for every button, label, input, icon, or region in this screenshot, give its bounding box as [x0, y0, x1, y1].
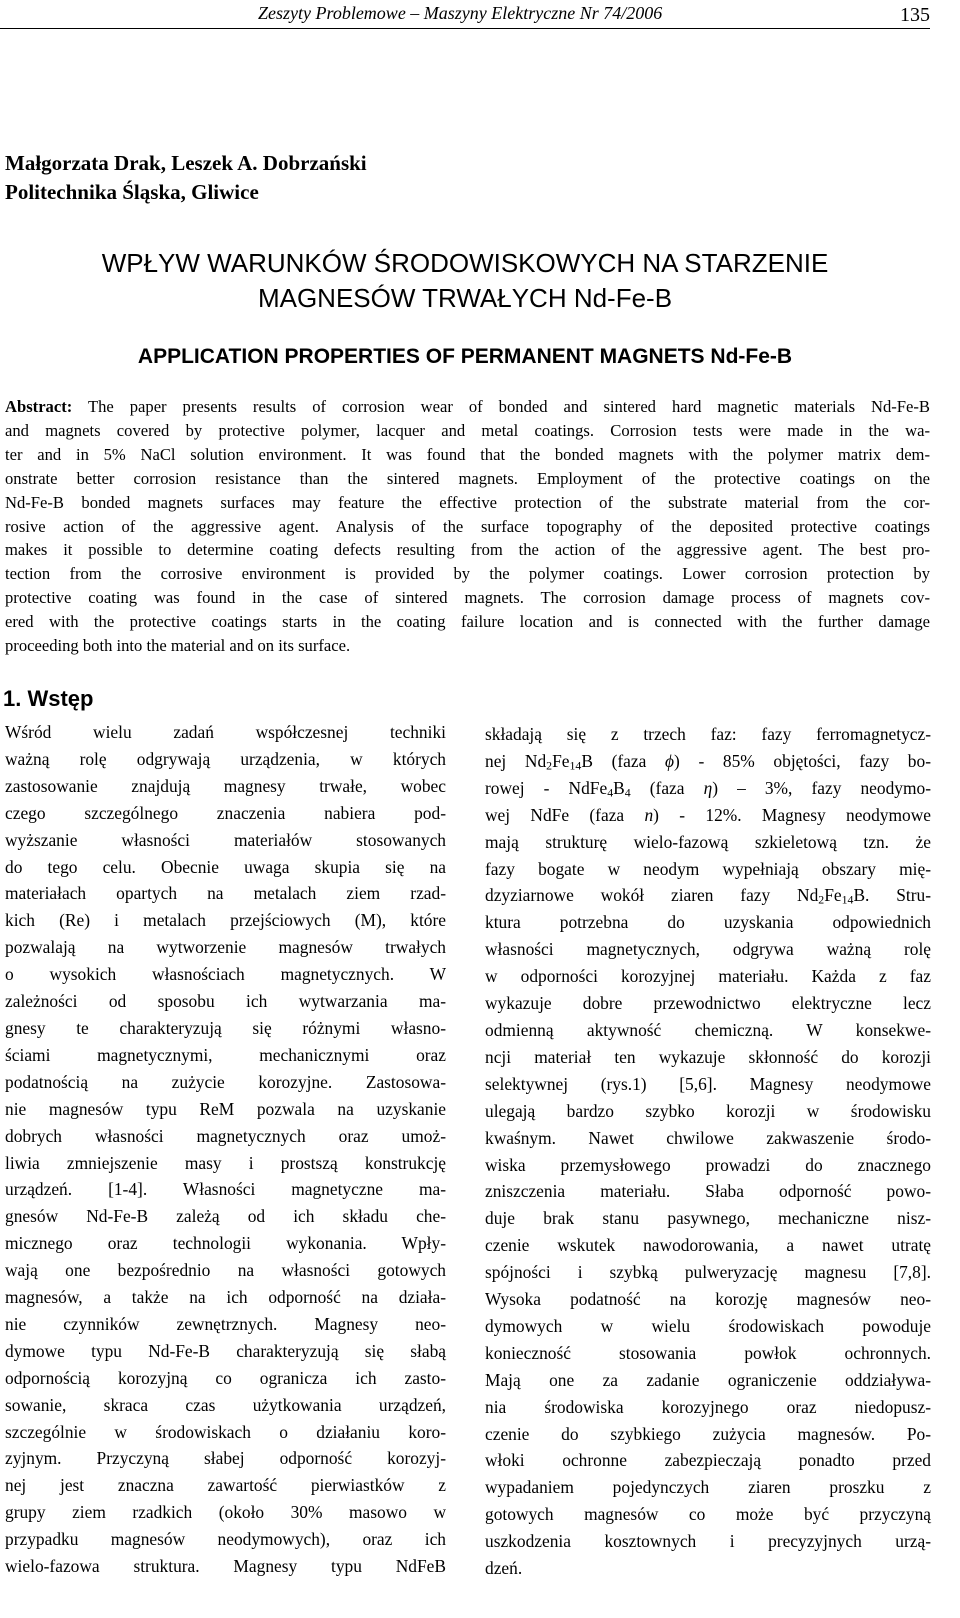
- body-line: wykazuje dobre przewodnictwo elektryczne lecz: [485, 993, 931, 1014]
- body-line: nie czynników zewnętrznych. Magnesy neo-: [5, 1313, 446, 1334]
- abstract-line: tection from the corrosive environment is provided by the polymer coatings. Lower corrosion protection by: [5, 564, 930, 584]
- body-line: ściami magnetycznymi, mechanicznymi oraz: [5, 1044, 446, 1065]
- body-line: własności magnetycznych, odgrywa ważną rolę: [485, 939, 931, 960]
- body-line: gnesy te charakteryzują się różnymi własno-: [5, 1017, 446, 1038]
- phase-symbol: η: [703, 777, 713, 798]
- abstract-line: ered with the protective coatings starts in the coating failure location and is connected with the further damage: [5, 612, 930, 632]
- abstract-line: proceeding both into the material and on its surface.: [5, 636, 351, 656]
- body-column-right: [485, 721, 931, 1582]
- body-line: gnesów Nd-Fe-B zależą od ich składu che-: [5, 1206, 446, 1227]
- body-line: grupy ziem rzadkich (około 30% masowo w: [5, 1502, 446, 1523]
- abstract-label: Abstract:: [5, 397, 73, 416]
- body-line: zależności od sposobu ich wytwarzania ma-: [5, 991, 446, 1012]
- body-line: liwia zmniejszenie masy i prostszą konstrukcję: [5, 1152, 446, 1173]
- abstract-line: rosive action of the aggressive agent. Analysis of the surface topography of the deposited protective coatings: [5, 516, 930, 536]
- body-line: dzeń.: [485, 1558, 523, 1579]
- body-line: zastosowanie znajdują magnesy trwałe, wobec: [5, 775, 446, 796]
- header-rule: [0, 28, 930, 29]
- paper-title-english: APPLICATION PROPERTIES OF PERMANENT MAGNETS Nd-Fe-B: [137, 345, 793, 368]
- body-line: gotowych magnesów co może być przyczyną: [485, 1504, 931, 1525]
- title-line: WPŁYW WARUNKÓW ŚRODOWISKOWYCH NA STARZENIE: [101, 248, 829, 278]
- body-line: materiałach opartych na metalach ziem rzad-: [5, 883, 446, 904]
- body-line: przypadku magnesów neodymowych), oraz ich: [5, 1529, 446, 1550]
- body-line: nej $Nd_2Fe_{14}B$ (faza ϕ) - 85% objętości, fazy bo-: [485, 750, 931, 773]
- body-line: Wysoka podatność na korozję magnesów neo-: [485, 1289, 931, 1310]
- body-line: czenie do szybkiego zużycia magnesów. Po-: [485, 1423, 931, 1444]
- body-line: rowej - $NdFe_4B_4$ (faza η) – 3%, fazy neodymo-: [485, 777, 931, 800]
- abstract-line: and magnets covered by protective polymer, lacquer and metal coatings. Corrosion tests were made in the wa-: [5, 420, 930, 440]
- body-line: uszkodzenia kosztownych i precyzyjnych urzą-: [485, 1531, 931, 1552]
- body-line: czego szczególnego znaczenia nabiera pod-: [5, 802, 446, 823]
- title-line: MAGNESÓW TRWAŁYCH Nd-Fe-B: [257, 283, 673, 313]
- body-line: nej jest znaczna zawartość pierwiastków z: [5, 1475, 446, 1496]
- abstract-line: ter and in 5% NaCl solution environment. It was found that the bonded magnets with the polymer matrix dem-: [5, 444, 930, 464]
- body-column-left: [5, 719, 446, 1580]
- abstract-line: onstrate better corrosion resistance than the sintered magnets. Employment of the protective coatings on the: [5, 468, 930, 488]
- abstract-text: The paper presents results of corrosion wear of bonded and sintered hard magnetic materials Nd-Fe-B: [72, 397, 930, 416]
- body-line: do tego celu. Obecnie uwaga skupia się na: [5, 856, 446, 877]
- abstract-line: makes it possible to determine coating defects resulting from the action of the aggressive agent. The best pro-: [5, 540, 930, 560]
- author-affiliation: Politechnika Śląska, Gliwice: [5, 180, 259, 204]
- page-header: [0, 0, 960, 28]
- body-line: szczególnie w środowiskach o działaniu koro-: [5, 1421, 446, 1442]
- body-line: ktura potrzebna do uzyskania odpowiednich: [485, 912, 931, 933]
- body-line: odmienną aktywność chemiczną. W konsekwe-: [485, 1019, 931, 1040]
- body-line: selektywnej (rys.1) [5,6]. Magnesy neodymowe: [485, 1073, 931, 1094]
- body-line: wiska przemysłowego prowadzi do znacznego: [485, 1154, 931, 1175]
- page-number: 135: [900, 4, 930, 26]
- body-line: fazy bogate w neodym wypełniają obszary mię-: [485, 858, 931, 879]
- body-line: sowanie, skraca czas użytkowania urządzeń,: [5, 1394, 446, 1415]
- body-line: włoki ochronne zabezpieczają ponadto przed: [485, 1450, 931, 1471]
- body-line: Mają one za zadanie ograniczenie oddziaływa-: [485, 1369, 931, 1390]
- body-line: wyższanie własności materiałów stosowanych: [5, 829, 446, 850]
- body-line: kich (Re) i metalach przejściowych (M), które: [5, 910, 446, 931]
- body-line: zyjnym. Przyczyną słabej odporność korozyj-: [5, 1448, 446, 1469]
- author-block: [5, 149, 367, 207]
- abstract-line: protective coating was found in the case of sintered magnets. The corrosion damage process of magnets cov-: [5, 588, 930, 608]
- paper-title-polish: [0, 246, 930, 316]
- journal-title: Zeszyty Problemowe – Maszyny Elektryczne Nr 74/2006: [258, 3, 663, 23]
- body-line: dobrych własności magnetycznych oraz umoż-: [5, 1125, 446, 1146]
- body-line: ważną rolę odgrywają urządzenia, w których: [5, 748, 446, 769]
- body-line: odpornością korozyjną co ogranicza ich zasto-: [5, 1367, 446, 1388]
- body-line: mają strukturę wielo-fazową szkieletową tzn. że: [485, 831, 931, 852]
- abstract-line: [5, 395, 930, 419]
- abstract-line: Nd-Fe-B bonded magnets surfaces may feature the effective protection of the substrate material from the cor-: [5, 492, 930, 512]
- body-line: dymowych w wielu środowiskach powoduje: [485, 1315, 931, 1336]
- body-line: dzyziarnowe wokół ziaren fazy $Nd_2Fe_{14}B$. Stru-: [485, 885, 932, 908]
- body-line: wielo-fazowa struktura. Magnesy typu NdFeB: [5, 1556, 446, 1577]
- body-line: konieczność stosowania powłok ochronnych.: [485, 1342, 931, 1363]
- body-line: w odporności korozyjnej materiału. Każda z faz: [485, 966, 931, 987]
- body-line: wej NdFe (faza n) - 12%. Magnesy neodymowe: [485, 804, 931, 825]
- phase-symbol: ϕ: [664, 750, 674, 771]
- body-line: spójności i szybką pulweryzację magnesu [7,8].: [485, 1262, 931, 1283]
- body-line: podatnością na zużycie korozyjne. Zastosowa-: [5, 1071, 446, 1092]
- body-line: ncji materiał ten wykazuje skłonność do korozji: [485, 1046, 931, 1067]
- phase-symbol: n: [644, 804, 654, 825]
- body-line: wają one bezpośrednio na własności gotowych: [5, 1260, 446, 1281]
- body-line: kwaśnym. Nawet chwilowe zakwaszenie środo-: [485, 1127, 931, 1148]
- author-names: Małgorzata Drak, Leszek A. Dobrzański: [5, 151, 367, 175]
- body-line: magnesów, a także na ich odporność na działa-: [5, 1287, 446, 1308]
- body-line: nia środowiska korozyjnego oraz niedopusz-: [485, 1396, 931, 1417]
- body-line: czenie wskutek nawodorowania, a nawet utratę: [485, 1235, 931, 1256]
- body-line: ulegają bardzo szybko korozji w środowisku: [485, 1100, 931, 1121]
- body-line: wypadaniem pojedynczych ziaren proszku z: [485, 1477, 931, 1498]
- body-line: składają się z trzech faz: fazy ferromagnetycz-: [485, 724, 931, 744]
- body-line: o wysokich własnościach magnetycznych. W: [5, 964, 446, 985]
- body-line: duje brak stanu pasywnego, mechaniczne nisz-: [485, 1208, 931, 1229]
- body-line: nie magnesów typu ReM pozwala na uzyskanie: [5, 1098, 446, 1119]
- body-line: Wśród wielu zadań współczesnej techniki: [5, 722, 446, 742]
- body-line: pozwalają na wytworzenie magnesów trwałych: [5, 937, 446, 958]
- body-line: zniszczenia materiału. Słaba odporność powo-: [485, 1181, 931, 1202]
- body-line: dymowe typu Nd-Fe-B charakteryzują się słabą: [5, 1340, 446, 1361]
- body-line: micznego oraz technologii wykonania. Wpły-: [5, 1233, 446, 1254]
- body-line: urządzeń. [1-4]. Własności magnetyczne ma-: [5, 1179, 446, 1200]
- section-heading: 1. Wstęp: [3, 686, 94, 711]
- abstract: [5, 395, 930, 658]
